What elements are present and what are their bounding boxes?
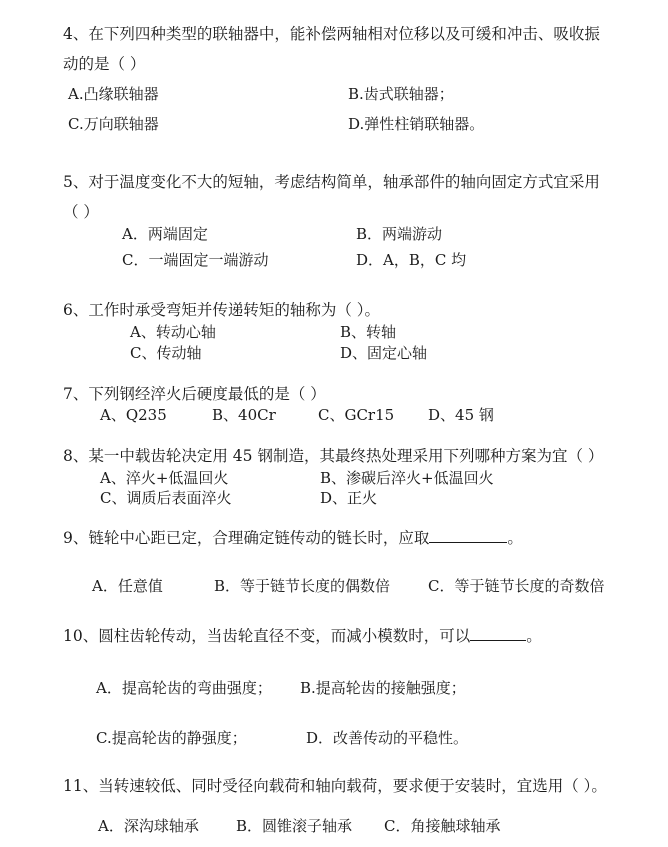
question-10-option-b: B.提高轮齿的接触强度；	[300, 679, 466, 697]
question-4-option-b: B.齿式联轴器；	[348, 85, 454, 103]
question-6-stem: 6、工作时承受弯矩并传递转矩的轴称为（ ）。	[63, 301, 381, 319]
question-7-option-a: A、Q235	[100, 406, 167, 424]
question-7-option-b: B、40Cr	[212, 406, 276, 424]
question-7-stem: 7、下列钢经淬火后硬度最低的是（ ）	[63, 385, 326, 403]
question-10-option-d: D．改善传动的平稳性。	[306, 729, 469, 747]
question-8-option-b: B、渗碳后淬火+低温回火	[320, 469, 494, 487]
question-9-stem	[63, 528, 523, 548]
question-10-stem	[63, 626, 542, 646]
question-9-stem-text: 9、链轮中心距已定，合理确定链传动的链长时，应取	[63, 529, 430, 547]
question-8-stem: 8、某一中载齿轮决定用 45 钢制造，其最终热处理采用下列哪种方案为宜（ ）	[63, 447, 604, 465]
question-9-option-b: B．等于链节长度的偶数倍	[214, 577, 391, 595]
question-5-option-b: B．两端游动	[356, 225, 443, 243]
question-4-option-a: A.凸缘联轴器	[68, 85, 159, 103]
question-6-option-d: D、固定心轴	[340, 344, 428, 362]
question-10-stem-text: 10、圆柱齿轮传动，当齿轮直径不变，而减小模数时，可以	[63, 627, 471, 645]
answer-blank	[429, 528, 507, 543]
question-4-option-c: C.万向联轴器	[68, 115, 159, 133]
question-6-option-a: A、转动心轴	[130, 323, 216, 341]
question-11-option-b: B．圆锥滚子轴承	[236, 817, 353, 835]
question-7-option-d: D、45 钢	[428, 406, 494, 424]
question-9-stem-end: 。	[507, 529, 523, 547]
question-7-option-c: C、GCr15	[318, 406, 395, 424]
question-5-option-a: A．两端固定	[122, 225, 208, 243]
question-5-stem-line-1: 5、对于温度变化不大的短轴，考虑结构简单，轴承部件的轴向固定方式宜采用	[63, 173, 600, 191]
question-4-option-d: D.弹性柱销联轴器。	[348, 115, 485, 133]
question-8-option-a: A、淬火+低温回火	[100, 469, 229, 487]
question-10-stem-end: 。	[526, 627, 542, 645]
question-8-option-c: C、调质后表面淬火	[100, 489, 232, 507]
question-11-option-a: A．深沟球轴承	[98, 817, 199, 835]
question-5-option-d: D．A，B，C 均	[356, 251, 467, 269]
question-6-option-c: C、传动轴	[130, 344, 202, 362]
question-8-option-d: D、正火	[320, 489, 378, 507]
question-9-option-c: C．等于链节长度的奇数倍	[428, 577, 605, 595]
question-10-option-a: A．提高轮齿的弯曲强度；	[96, 679, 272, 697]
question-5-stem-line-2: （ ）	[63, 203, 99, 221]
question-10-option-c: C.提高轮齿的静强度；	[96, 729, 247, 747]
question-4-stem-line-2: 动的是（ ）	[63, 55, 146, 73]
question-11-stem: 11、当转速较低、同时受径向载荷和轴向载荷，要求便于安装时，宜选用（ ）。	[63, 777, 607, 795]
question-4-stem-line-1: 4、在下列四种类型的联轴器中，能补偿两轴相对位移以及可缓和冲击、吸收振	[63, 25, 600, 43]
question-5-option-c: C．一端固定一端游动	[122, 251, 269, 269]
answer-blank	[470, 626, 526, 641]
question-11-option-c: C．角接触球轴承	[384, 817, 501, 835]
question-9-option-a: A．任意值	[92, 577, 163, 595]
question-6-option-b: B、转轴	[340, 323, 397, 341]
